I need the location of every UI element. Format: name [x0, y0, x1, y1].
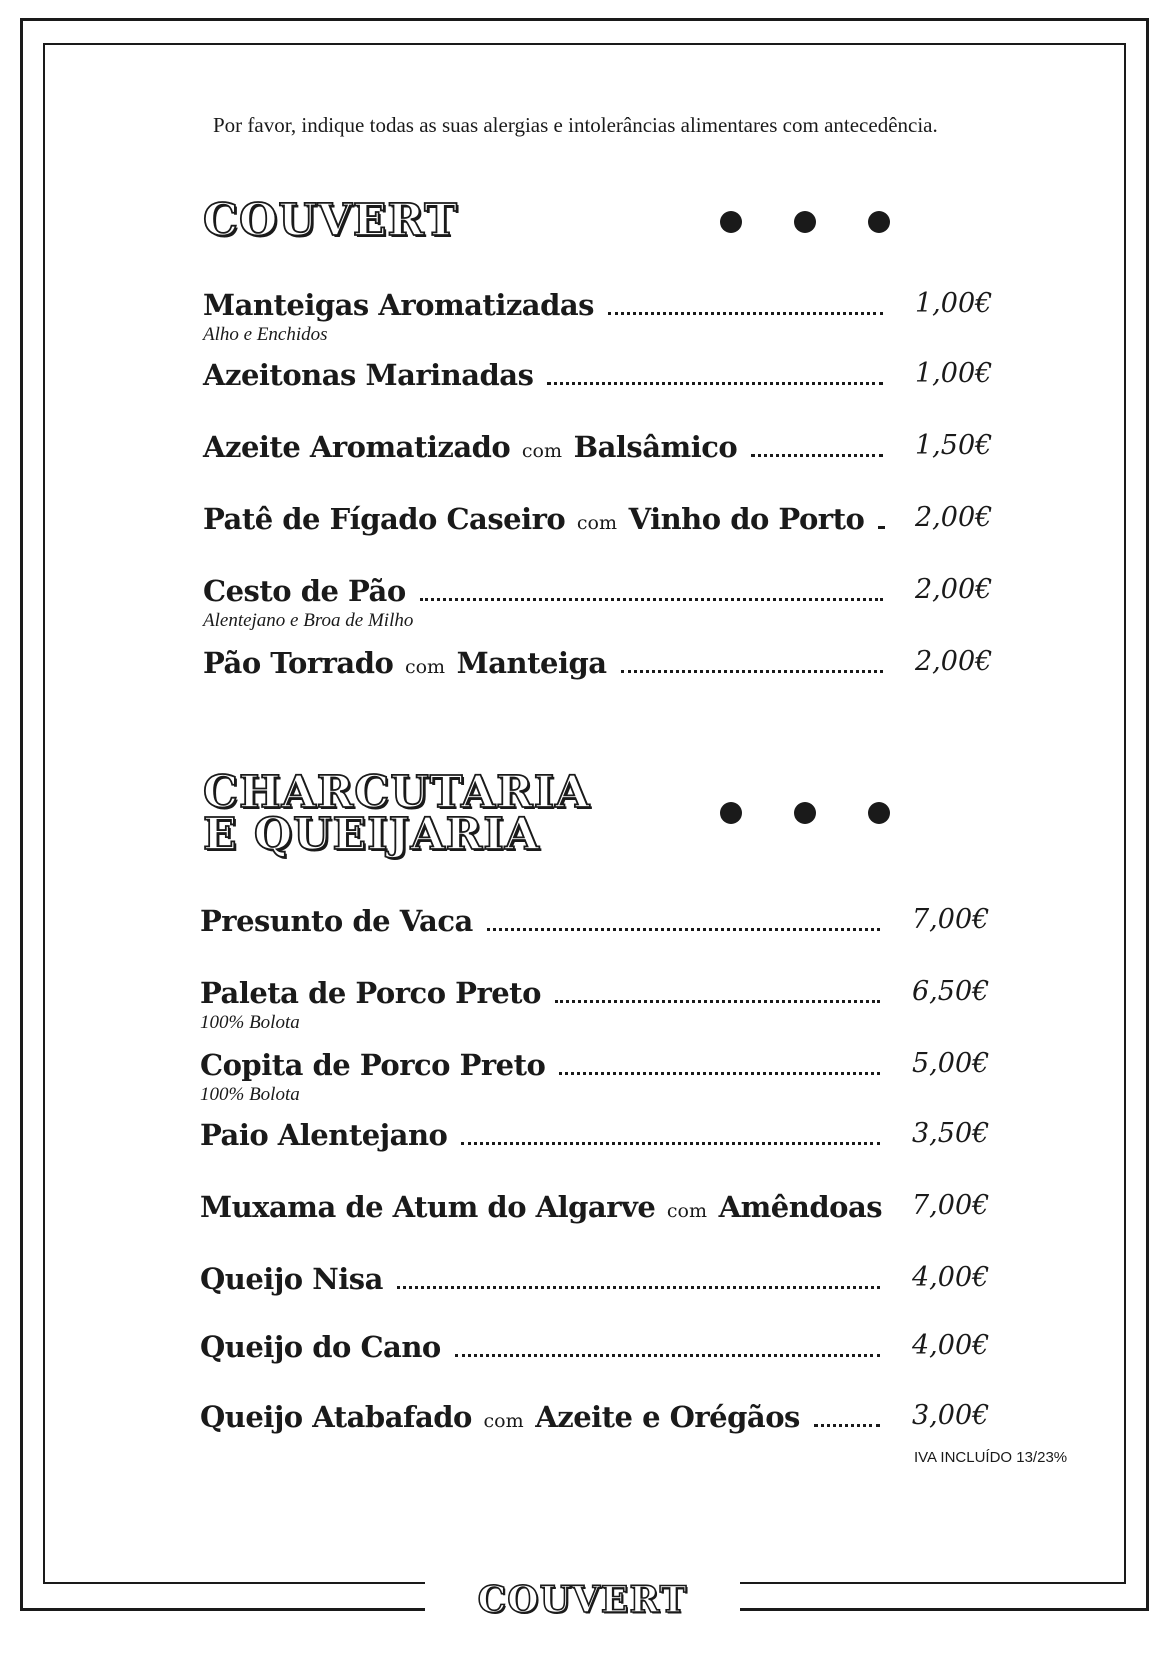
- item-price: 1,00€: [915, 288, 993, 319]
- menu-item: [200, 1262, 1000, 1302]
- footer-logo: [425, 1570, 740, 1630]
- item-name: [203, 430, 737, 464]
- item-name: Queijo do Cano: [200, 1330, 441, 1364]
- item-price: 2,00€: [915, 646, 993, 677]
- item-name: Paio Alentejano: [200, 1118, 448, 1152]
- item-name-part: Patê de Fígado Caseiro: [203, 502, 566, 536]
- item-price: 1,50€: [915, 430, 993, 461]
- item-name: Presunto de Vaca: [200, 904, 473, 938]
- dotted-leader: [461, 1142, 880, 1145]
- item-name-part: Azeite Aromatizado: [203, 430, 511, 464]
- item-name-part: Manteiga: [456, 646, 607, 680]
- item-price: 3,00€: [912, 1400, 990, 1431]
- menu-item: [200, 1190, 1000, 1230]
- item-name-part: Vinho do Porto: [628, 502, 865, 536]
- dotted-leader: [487, 928, 880, 931]
- menu-item: [203, 288, 1003, 345]
- item-price: 2,00€: [915, 502, 993, 533]
- item-price: 4,00€: [912, 1262, 990, 1293]
- dotted-leader: [878, 526, 883, 529]
- item-price: 4,00€: [912, 1330, 990, 1361]
- item-price: 2,00€: [915, 574, 993, 605]
- menu-item: [200, 1330, 1000, 1370]
- item-description: Alentejano e Broa de Milho: [203, 610, 414, 631]
- item-name-part: Balsâmico: [573, 430, 738, 464]
- menu-item: [200, 904, 1000, 944]
- menu-item: [200, 1118, 1000, 1158]
- dot: [720, 802, 742, 824]
- menu-item: [203, 646, 1003, 686]
- menu-item: [200, 1048, 1000, 1105]
- item-name: Copita de Porco Preto: [200, 1048, 546, 1082]
- item-name: [200, 1190, 882, 1224]
- dotted-leader: [455, 1354, 880, 1357]
- item-price: 1,00€: [915, 358, 993, 389]
- menu-item: [200, 1400, 1000, 1440]
- section-title-couvert: COUVERT: [203, 195, 458, 246]
- item-price: 3,50€: [912, 1118, 990, 1149]
- dot: [720, 211, 742, 233]
- item-description: 100% Bolota: [200, 1012, 300, 1033]
- menu-item: [203, 574, 1003, 631]
- item-name: [203, 646, 607, 680]
- dot: [868, 802, 890, 824]
- menu-item: [203, 502, 1003, 542]
- item-name: Queijo Nisa: [200, 1262, 383, 1296]
- item-joiner: com: [666, 1200, 708, 1222]
- vat-note: IVA INCLUÍDO 13/23%: [914, 1449, 1068, 1466]
- dot: [794, 802, 816, 824]
- dotted-leader: [608, 312, 883, 315]
- section-dots-couvert: [720, 207, 890, 237]
- item-price: 7,00€: [912, 904, 990, 935]
- menu-item: [200, 976, 1000, 1033]
- item-name-part: Azeite e Orégãos: [535, 1400, 800, 1434]
- item-joiner: com: [521, 440, 562, 462]
- menu-item: [203, 430, 1003, 470]
- menu-item: [203, 358, 1003, 398]
- item-name: Cesto de Pão: [203, 574, 406, 608]
- dotted-leader: [814, 1424, 880, 1427]
- item-name: [200, 1400, 800, 1434]
- item-joiner: com: [576, 512, 617, 534]
- dotted-leader: [751, 454, 883, 457]
- item-joiner: com: [404, 656, 446, 678]
- item-description: Alho e Enchidos: [203, 324, 328, 345]
- item-name-part: Queijo Atabafado: [200, 1400, 472, 1434]
- item-price: 6,50€: [912, 976, 990, 1007]
- dotted-leader: [547, 382, 883, 385]
- dot: [794, 211, 816, 233]
- item-price: 5,00€: [912, 1048, 990, 1079]
- section-dots-charcutaria: [720, 798, 890, 828]
- dot: [868, 211, 890, 233]
- dotted-leader: [555, 1000, 880, 1003]
- item-name: Manteigas Aromatizadas: [203, 288, 594, 322]
- item-joiner: com: [483, 1410, 524, 1432]
- section-title-charcutaria: CHARCUTARIA E QUEIJARIA: [203, 767, 591, 860]
- item-name-part: Pão Torrado: [203, 646, 394, 680]
- item-name-part: Muxama de Atum do Algarve: [200, 1190, 656, 1224]
- item-price: 7,00€: [912, 1190, 990, 1221]
- item-name: Paleta de Porco Preto: [200, 976, 541, 1010]
- dotted-leader: [420, 598, 883, 601]
- allergy-notice: Por favor, indique todas as suas alergias e intolerâncias alimentares com antecedência.: [213, 113, 938, 137]
- item-name-part: Amêndoas: [718, 1190, 883, 1224]
- item-name: Azeitonas Marinadas: [203, 358, 534, 392]
- footer-logo-text: COUVERT: [477, 1579, 688, 1621]
- dotted-leader: [559, 1072, 880, 1075]
- dotted-leader: [621, 670, 883, 673]
- dotted-leader: [397, 1286, 880, 1289]
- item-name: [203, 502, 864, 536]
- item-description: 100% Bolota: [200, 1084, 300, 1105]
